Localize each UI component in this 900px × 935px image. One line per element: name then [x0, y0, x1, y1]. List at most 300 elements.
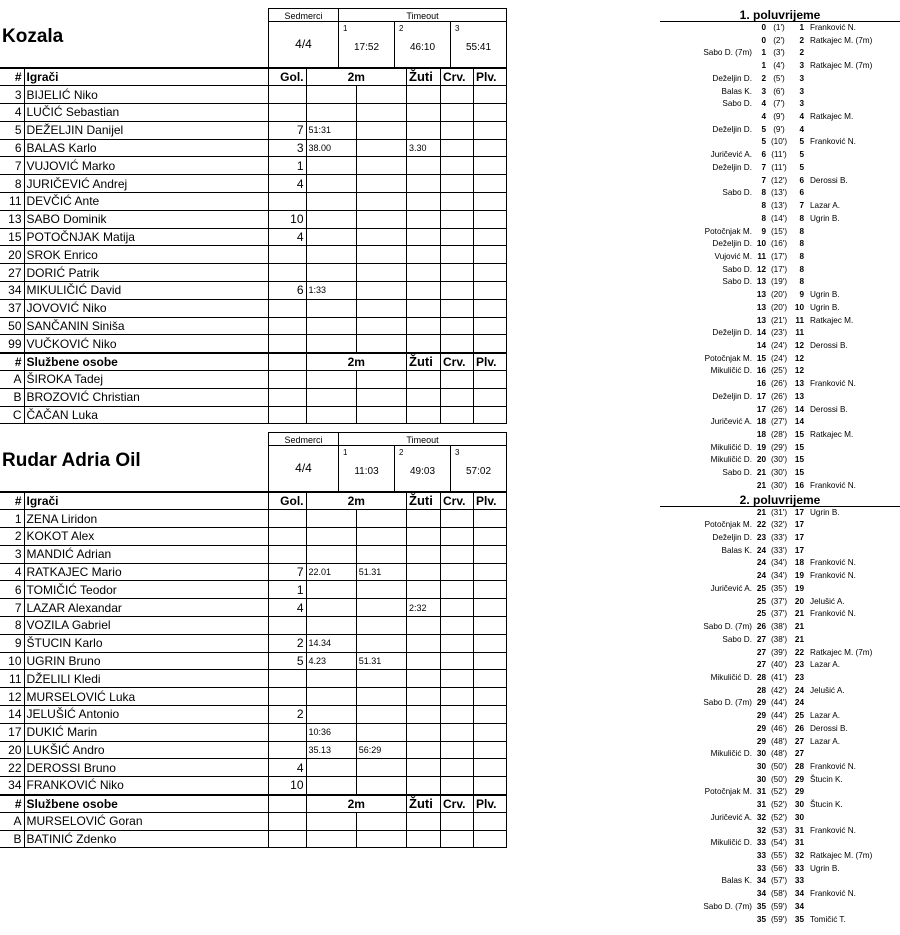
col-red-header: Crv.: [441, 353, 474, 371]
scorer-away: Derossi B.: [810, 175, 848, 185]
score-home: 34: [756, 876, 766, 886]
player-blue: [474, 652, 507, 670]
official-letter: B: [0, 388, 24, 406]
event-minute: (46'): [770, 723, 788, 733]
event-minute: (38'): [770, 634, 788, 644]
goal-event-row: [660, 799, 900, 812]
event-minute: (50'): [770, 774, 788, 784]
player-number: 99: [0, 335, 24, 353]
player-goals: 2: [268, 706, 306, 724]
first-half-title: 1. poluvrijeme: [660, 8, 900, 22]
event-minute: (59'): [770, 914, 788, 924]
event-minute: (52'): [770, 787, 788, 797]
score-home: 21: [756, 468, 766, 478]
goal-event-row: [660, 583, 900, 596]
player-row: [0, 193, 507, 211]
player-2m-2: [356, 335, 406, 353]
score-away: 8: [799, 264, 804, 274]
player-number: 8: [0, 617, 24, 635]
event-minute: (5'): [773, 73, 785, 83]
goal-event-row: [660, 327, 900, 340]
player-red: [441, 139, 474, 157]
score-home: 23: [756, 533, 766, 543]
col-num-header: #: [0, 68, 24, 86]
player-red: [441, 86, 474, 104]
score-away: 32: [794, 851, 804, 860]
goal-event-row: [660, 736, 900, 749]
player-goals: [268, 617, 306, 635]
player-number: 6: [0, 139, 24, 157]
event-minute: (15'): [770, 226, 788, 236]
second-half-title: 2. poluvrijeme: [660, 493, 900, 507]
score-home: 25: [756, 583, 766, 593]
score-away: 16: [794, 480, 804, 490]
player-goals: [268, 688, 306, 706]
player-red: [441, 652, 474, 670]
player-name: RATKAJEC Mario: [24, 563, 268, 581]
score-home: 17: [756, 404, 766, 414]
score-away: 11: [795, 328, 804, 338]
player-name: DŽELILI Kledi: [24, 670, 268, 688]
goal-event-row: [660, 837, 900, 850]
score-away: 35: [794, 914, 804, 924]
score-away: 18: [794, 558, 804, 568]
goal-event-row: [660, 404, 900, 417]
player-goals: 3: [268, 139, 306, 157]
player-row: [0, 282, 507, 300]
score-home: 21: [756, 507, 766, 517]
score-away: 8: [799, 213, 804, 223]
player-yellow: [407, 688, 441, 706]
player-number: 50: [0, 317, 24, 335]
player-yellow: [407, 652, 441, 670]
col-goals-header: Gol.: [268, 68, 306, 86]
player-name: LUKŠIĆ Andro: [24, 741, 268, 759]
sedmerci-label: Sedmerci: [268, 8, 339, 22]
score-away: 8: [799, 277, 804, 287]
score-home: 10: [756, 239, 766, 249]
official-red: [441, 406, 474, 424]
player-name: DEVČIĆ Ante: [24, 193, 268, 211]
official-2m-2: [356, 371, 406, 389]
first-half-events: [660, 22, 900, 493]
team-name: Kozala: [2, 26, 64, 47]
score-away: 24: [794, 698, 804, 708]
score-home: 5: [761, 124, 766, 134]
player-red: [441, 121, 474, 139]
player-yellow: [407, 617, 441, 635]
score-away: 34: [794, 901, 804, 911]
scorer-home: Mikuličić D.: [710, 366, 752, 376]
player-red: [441, 228, 474, 246]
scorer-home: Deželjin D.: [712, 328, 752, 338]
player-row: [0, 246, 507, 264]
player-yellow: [407, 634, 441, 652]
col-yellow-header: Žuti: [407, 353, 441, 371]
score-away: 29: [794, 774, 804, 784]
event-minute: (52'): [770, 812, 788, 822]
player-number: 8: [0, 175, 24, 193]
score-away: 14: [794, 417, 804, 427]
goal-event-row: [660, 545, 900, 558]
goal-event-row: [660, 149, 900, 162]
score-away: 19: [794, 571, 804, 581]
player-goals: [268, 317, 306, 335]
official-name: BATINIĆ Zdenko: [24, 830, 268, 848]
player-row: [0, 317, 507, 335]
player-2m-1: [306, 510, 356, 528]
players-header-row: [0, 492, 507, 510]
player-blue: [474, 706, 507, 724]
player-row: [0, 706, 507, 724]
timeout-time: 17:52: [353, 42, 380, 53]
official-yellow: [407, 388, 441, 406]
event-minute: (30'): [770, 455, 788, 465]
score-home: 25: [756, 596, 766, 606]
score-home: 12: [756, 264, 766, 274]
scorer-home: Sabo D.: [722, 99, 752, 109]
score-away: 27: [794, 749, 804, 759]
player-2m-2: [356, 139, 406, 157]
score-away: 13: [794, 379, 804, 389]
scorer-home: Potočnjak M.: [704, 226, 752, 236]
official-row: [0, 830, 507, 848]
score-away: 34: [794, 889, 804, 899]
scorer-home: Sabo D. (7m): [703, 698, 752, 708]
player-goals: 4: [268, 759, 306, 777]
goal-event-row: [660, 557, 900, 570]
event-minute: (34'): [770, 571, 788, 581]
team-rudar-section: [0, 432, 507, 848]
player-blue: [474, 723, 507, 741]
official-name: BROZOVIĆ Christian: [24, 388, 268, 406]
player-blue: [474, 759, 507, 777]
score-away: 21: [794, 634, 804, 644]
col-2m-header: 2m: [306, 353, 407, 371]
player-yellow: [407, 193, 441, 211]
score-away: 15: [794, 430, 804, 439]
official-row: [0, 371, 507, 389]
score-away: 5: [799, 162, 804, 172]
score-away: 3: [799, 86, 804, 96]
score-home: 20: [756, 455, 766, 465]
player-name: DORIĆ Patrik: [24, 264, 268, 282]
official-name: MURSELOVIĆ Goran: [24, 812, 268, 830]
player-yellow: [407, 723, 441, 741]
score-home: 30: [756, 774, 766, 784]
timeout-time: 49:03: [409, 466, 436, 477]
player-goals: [268, 335, 306, 353]
score-home: 21: [756, 480, 766, 490]
player-2m-2: [356, 723, 406, 741]
score-away: 17: [794, 545, 804, 555]
event-minute: (34'): [770, 558, 788, 568]
score-home: 27: [756, 634, 766, 644]
goal-event-row: [660, 570, 900, 583]
goal-event-row: [660, 429, 900, 442]
player-2m-1: [306, 706, 356, 724]
score-away: 1: [799, 23, 804, 32]
player-2m-2: [356, 634, 406, 652]
score-home: 17: [756, 391, 766, 401]
player-yellow: [407, 335, 441, 353]
score-away: 14: [794, 404, 804, 414]
col-empty-header: [268, 353, 306, 371]
player-2m-2: [356, 528, 406, 546]
player-blue: [474, 545, 507, 563]
player-name: JOVOVIĆ Niko: [24, 299, 268, 317]
player-2m-1: [306, 175, 356, 193]
player-2m-1: [306, 86, 356, 104]
score-home: 14: [756, 328, 766, 338]
goal-event-row: [660, 723, 900, 736]
timeout-1: [339, 446, 395, 491]
event-minute: (29'): [770, 442, 788, 452]
score-away: 3: [799, 99, 804, 109]
col-2m-header: 2m: [306, 795, 407, 813]
scorer-home: Deželjin D.: [712, 391, 752, 401]
player-red: [441, 317, 474, 335]
goal-event-row: [660, 391, 900, 404]
official-yellow: [407, 830, 441, 848]
score-home: 13: [756, 290, 766, 300]
player-red: [441, 670, 474, 688]
score-away: 33: [794, 863, 804, 873]
score-home: 35: [756, 914, 766, 924]
event-minute: (26'): [770, 404, 788, 414]
score-home: 13: [756, 277, 766, 287]
player-2m-2: [356, 157, 406, 175]
player-2m-1: 4.23: [306, 652, 356, 670]
event-minute: (7'): [773, 99, 785, 109]
player-number: 17: [0, 723, 24, 741]
official-empty: [268, 388, 306, 406]
sedmerci-value: 4/4: [268, 446, 339, 491]
player-goals: [268, 104, 306, 122]
score-home: 8: [761, 213, 766, 223]
scorer-home: Sabo D.: [722, 634, 752, 644]
scorer-away: Franković N.: [810, 889, 856, 899]
team-header: [0, 432, 507, 491]
event-minute: (4'): [773, 61, 785, 71]
player-2m-1: [306, 545, 356, 563]
event-minute: (32'): [770, 520, 788, 530]
scorer-away: Franković N.: [810, 571, 856, 581]
official-2m-2: [356, 388, 406, 406]
scorer-away: Lazar A.: [810, 201, 841, 211]
player-2m-1: 14.34: [306, 634, 356, 652]
score-home: 11: [757, 251, 766, 261]
player-name: VOZILA Gabriel: [24, 617, 268, 635]
scorer-away: Derossi B.: [810, 723, 848, 733]
event-minute: (44'): [770, 698, 788, 708]
player-number: 11: [0, 670, 24, 688]
goal-event-row: [660, 748, 900, 761]
score-away: 2: [799, 48, 804, 58]
player-name: LUČIĆ Sebastian: [24, 104, 268, 122]
score-home: 0: [761, 35, 766, 45]
goal-event-row: [660, 60, 900, 73]
scorer-away: Franković N.: [810, 379, 856, 389]
player-2m-2: [356, 282, 406, 300]
player-number: 1: [0, 510, 24, 528]
scorer-home: Mikuličić D.: [710, 442, 752, 452]
goal-event-row: [660, 634, 900, 647]
player-blue: [474, 528, 507, 546]
goal-event-row: [660, 213, 900, 226]
timeout-time: 55:41: [465, 42, 492, 53]
player-red: [441, 563, 474, 581]
col-2m-header: 2m: [306, 68, 407, 86]
player-row: [0, 652, 507, 670]
event-minute: (21'): [770, 315, 788, 325]
event-minute: (48'): [770, 749, 788, 759]
player-2m-2: [356, 210, 406, 228]
player-name: DEŽELJIN Danijel: [24, 121, 268, 139]
timeout-index: 3: [455, 448, 460, 457]
player-number: 6: [0, 581, 24, 599]
player-red: [441, 510, 474, 528]
score-home: 0: [761, 23, 766, 32]
player-goals: [268, 299, 306, 317]
event-minute: (9'): [773, 124, 785, 134]
sedmerci-label: Sedmerci: [268, 432, 339, 446]
player-name: BIJELIĆ Niko: [24, 86, 268, 104]
goal-event-row: [660, 532, 900, 545]
player-2m-2: 51.31: [356, 652, 406, 670]
goal-event-row: [660, 621, 900, 634]
goal-event-row: [660, 761, 900, 774]
score-away: 12: [794, 353, 804, 363]
player-row: [0, 228, 507, 246]
score-home: 34: [756, 889, 766, 899]
player-red: [441, 688, 474, 706]
player-yellow: [407, 528, 441, 546]
player-row: [0, 121, 507, 139]
player-name: TOMIČIĆ Teodor: [24, 581, 268, 599]
official-red: [441, 812, 474, 830]
player-blue: [474, 741, 507, 759]
col-red-header: Crv.: [441, 795, 474, 813]
event-minute: (20'): [770, 290, 788, 300]
official-letter: A: [0, 371, 24, 389]
scorer-home: Mikuličić D.: [710, 838, 752, 848]
goal-event-row: [660, 454, 900, 467]
goal-event-row: [660, 124, 900, 137]
player-yellow: [407, 706, 441, 724]
event-minute: (11'): [771, 162, 787, 172]
score-away: 24: [794, 685, 804, 695]
player-2m-2: [356, 299, 406, 317]
goal-event-row: [660, 353, 900, 366]
official-yellow: [407, 406, 441, 424]
player-yellow: [407, 157, 441, 175]
event-minute: (48'): [770, 736, 788, 746]
player-2m-1: [306, 335, 356, 353]
sedmerci-timeout-box: [268, 8, 507, 67]
player-blue: [474, 317, 507, 335]
player-number: 4: [0, 104, 24, 122]
team-kozala-section: [0, 8, 507, 424]
timeout-index: 2: [399, 24, 404, 33]
sedmerci-value: 4/4: [268, 22, 339, 67]
player-blue: [474, 157, 507, 175]
player-red: [441, 528, 474, 546]
score-home: 14: [756, 340, 766, 350]
goal-event-row: [660, 111, 900, 124]
score-away: 28: [794, 761, 804, 771]
score-away: 5: [799, 150, 804, 160]
event-minute: (24'): [770, 340, 788, 350]
score-away: 4: [799, 112, 804, 122]
goal-event-row: [660, 480, 900, 493]
event-minute: (26'): [770, 391, 788, 401]
col-num-header: #: [0, 353, 24, 371]
scorer-away: Lazar A.: [810, 736, 841, 746]
player-goals: 7: [268, 121, 306, 139]
event-minute: (41'): [770, 672, 788, 682]
player-yellow: [407, 510, 441, 528]
event-minute: (10'): [770, 137, 788, 147]
players-header-row: [0, 68, 507, 86]
event-minute: (13'): [770, 201, 788, 211]
timeout-index: 3: [455, 24, 460, 33]
timeout-index: 2: [399, 448, 404, 457]
player-2m-2: [356, 104, 406, 122]
player-name: MURSELOVIĆ Luka: [24, 688, 268, 706]
player-2m-1: [306, 317, 356, 335]
goal-event-row: [660, 875, 900, 888]
event-minute: (6'): [773, 86, 785, 96]
player-number: 5: [0, 121, 24, 139]
player-goals: 4: [268, 599, 306, 617]
goal-event-row: [660, 136, 900, 149]
scorer-away: Franković N.: [810, 609, 856, 619]
scorer-away: Štucin K.: [810, 774, 843, 784]
player-number: 12: [0, 688, 24, 706]
event-minute: (1'): [773, 23, 785, 32]
event-minute: (14'): [770, 213, 788, 223]
player-name: JURIČEVIĆ Andrej: [24, 175, 268, 193]
score-home: 33: [756, 863, 766, 873]
player-number: 20: [0, 246, 24, 264]
official-red: [441, 830, 474, 848]
official-name: ŠIROKA Tadej: [24, 371, 268, 389]
col-red-header: Crv.: [441, 492, 474, 510]
player-yellow: [407, 264, 441, 282]
score-home: 19: [756, 442, 766, 452]
sedmerci-timeout-box: [268, 432, 507, 491]
col-yellow-header: Žuti: [407, 68, 441, 86]
official-empty: [268, 406, 306, 424]
scorer-away: Jelušić A.: [810, 596, 845, 606]
player-red: [441, 104, 474, 122]
player-name: ŠTUCIN Karlo: [24, 634, 268, 652]
player-name: VUJOVIĆ Marko: [24, 157, 268, 175]
score-home: 22: [756, 520, 766, 530]
score-home: 29: [756, 711, 766, 721]
player-blue: [474, 228, 507, 246]
player-yellow: [407, 86, 441, 104]
score-away: 13: [794, 391, 804, 401]
scorer-home: Potočnjak M.: [704, 520, 752, 530]
event-minute: (37'): [770, 596, 788, 606]
player-red: [441, 282, 474, 300]
player-2m-1: [306, 264, 356, 282]
score-home: 13: [756, 315, 766, 325]
player-2m-2: 51.31: [356, 563, 406, 581]
score-away: 23: [794, 672, 804, 682]
